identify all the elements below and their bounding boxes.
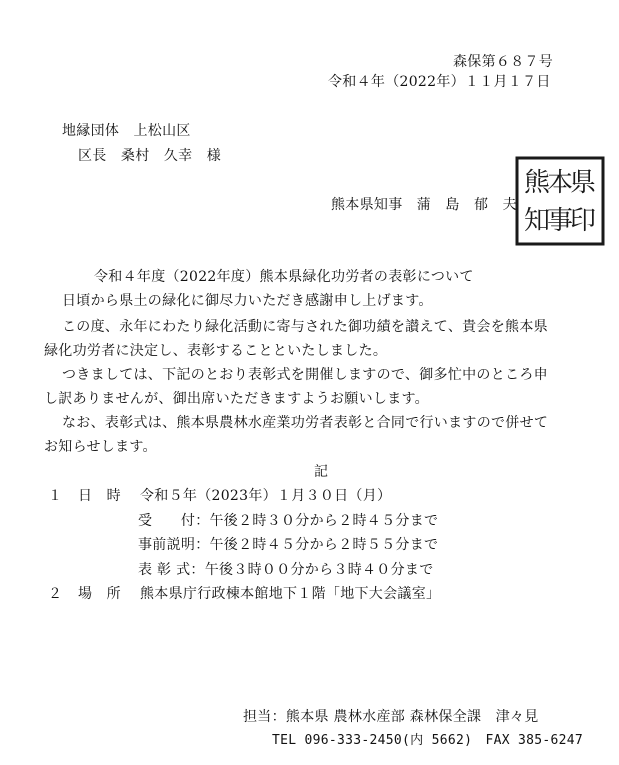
schedule-briefing: 事前説明：午後２時４５分から２時５５分まで <box>138 537 439 553</box>
recipient-org: 地縁団体 上松山区 <box>62 123 191 139</box>
body-paragraph-2-line-1: この度、永年にわたり緑化活動に寄与された御功績を讃えて、貴会を熊本県 <box>62 319 548 335</box>
governor-seal <box>514 155 606 247</box>
seal-char: 県 <box>569 168 597 198</box>
body-paragraph-3-line-1: つきましては、下記のとおり表彰式を開催しますので、御多忙中のところ申 <box>62 367 548 383</box>
document-title: 令和４年度（2022年度）熊本県緑化功労者の表彰について <box>94 269 474 285</box>
body-paragraph-4-line-1: なお、表彰式は、熊本県農林水産業功労者表彰と合同で行いますので併せて <box>62 415 549 431</box>
item-1-label: 日 時 <box>78 488 121 504</box>
item-2-value: 熊本県庁行政棟本館地下１階「地下大会議室」 <box>140 586 441 602</box>
contact-person: 担当：熊本県 農林水産部 森林保全課 津々見 <box>243 709 539 725</box>
body-paragraph-4-line-2: お知らせします。 <box>44 439 157 455</box>
doc-number: 森保第６８７号 <box>453 54 554 70</box>
seal-char: 印 <box>569 206 597 236</box>
schedule-ceremony: 表 彰 式：午後３時００分から３時４０分まで <box>138 562 434 578</box>
seal-stamp <box>514 155 606 247</box>
item-1-number: １ <box>48 488 63 504</box>
body-paragraph-3-line-2: し訳ありませんが、御出席いただきますようお願いします。 <box>44 391 429 407</box>
seal-char: 事 <box>546 206 574 236</box>
body-paragraph-1: 日頃から県土の緑化に御尽力いただき感謝申し上げます。 <box>62 293 433 309</box>
item-2-label: 場 所 <box>78 586 121 602</box>
issue-date: 令和４年（2022年）１１月１７日 <box>328 74 551 90</box>
body-paragraph-2-line-2: 緑化功労者に決定し、表彰することといたしました。 <box>44 343 388 359</box>
schedule-reception: 受 付：午後２時３０分から２時４５分まで <box>138 513 439 529</box>
item-1-value: 令和５年（2023年）１月３０日（月） <box>140 488 392 504</box>
sender-name: 熊本県知事 蒲 島 郁 夫 <box>331 197 517 213</box>
seal-char: 本 <box>546 168 574 198</box>
ki-heading: 記 <box>314 464 329 480</box>
recipient-name: 区長 桑村 久幸 様 <box>78 148 221 164</box>
seal-char: 知 <box>523 206 551 236</box>
contact-phone-fax: TEL 096-333-2450(内 5662) FAX 385-6247 <box>272 733 584 748</box>
seal-char: 熊 <box>523 168 551 198</box>
item-2-number: ２ <box>48 586 63 602</box>
